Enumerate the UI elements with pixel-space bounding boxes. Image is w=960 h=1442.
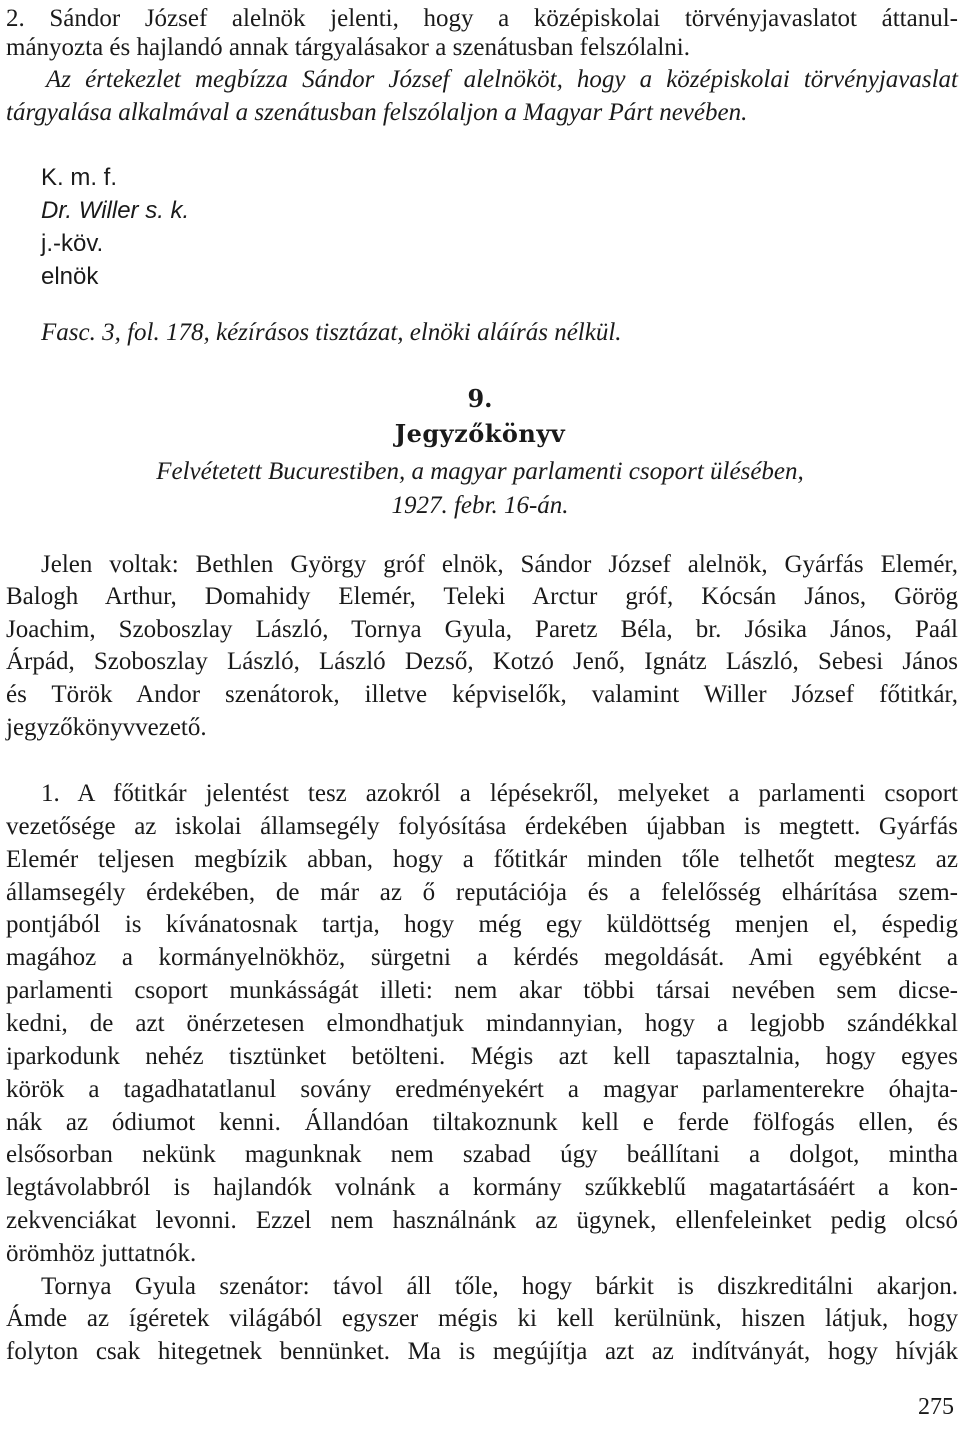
signatory-role-1: j.-köv.: [41, 230, 104, 257]
item1-line: legtávolabbról is hajlandók volnánk a kormány szűkkeblű magatartásáért a kon-: [6, 1174, 958, 1201]
item1-line: parlamenti csoport munkásságát illeti: nem akar többi társai nevében sem dicse-: [6, 977, 958, 1004]
attendees-line: és Török Andor szenátorok, illetve képviselők, valamint Willer József főtitkár,: [6, 681, 958, 708]
source-note: Fasc. 3, fol. 178, kézírásos tisztázat, elnöki aláírás nélkül.: [41, 319, 622, 346]
attendees-line: Árpád, Szoboszlay László, László Dezső, Kotzó Jenő, Ignátz László, Sebesi János: [6, 648, 958, 675]
item1-line: államsegély érdekében, de már az ő reputációja és a felelősség elhárítása szem-: [6, 879, 958, 906]
item1-line: magához a kormányelnökhöz, sürgetni a kérdés megoldását. Ami egyébként a: [6, 944, 958, 971]
document-title: Jegyzőkönyv: [394, 419, 566, 448]
item2-line-2: mányozta és hajlandó annak tárgyalásakor a szenátusban felszólalni.: [6, 34, 690, 61]
attendees-line: jegyzőkönyvvezető.: [6, 714, 207, 741]
tornya-line: Tornya Gyula szenátor: távol áll tőle, hogy bárkit is diszkreditálni akarjon.: [41, 1273, 958, 1300]
attendees-line: Joachim, Szoboszlay László, Tornya Gyula, Paretz Béla, br. Jósika János, Paál: [6, 616, 958, 643]
item1-line: zekvenciákat levonni. Ezzel nem használnánk az ügynek, ellenfeleinket pedig olcsó: [6, 1207, 958, 1234]
item1-line: Elemér teljesen megbízik abban, hogy a főtitkár minden tőle telhetőt megtesz az: [6, 846, 958, 873]
item1-line: kedni, de azt önérzetesen elmondhatjuk mindannyian, hogy a legjobb szándékkal: [6, 1010, 958, 1037]
resolution-line-1: Az értekezlet megbízza Sándor József alelnököt, hogy a középiskolai törvényjavaslat: [46, 66, 958, 93]
resolution-line-2: tárgyalása alkalmával a szenátusban felszólaljon a Magyar Párt nevében.: [6, 99, 748, 126]
item1-line: pontjából is kívánatosnak tartja, hogy még egy küldöttség menjen el, éspedig: [6, 911, 958, 938]
document-subtitle-line-2: 1927. febr. 16-án.: [391, 492, 569, 519]
document-subtitle-line-1: Felvétetett Bucurestiben, a magyar parlamenti csoport ülésében,: [156, 458, 804, 485]
document-number: 9.: [467, 384, 493, 413]
item2-line-1: 2. Sándor József alelnök jelenti, hogy a középiskolai törvényjavaslatot áttanul-: [6, 5, 958, 32]
item1-line: vezetősége az iskolai államsegély folyósítása érdekében újabban is megtett. Gyárfás: [6, 813, 958, 840]
tornya-line: Ámde az ígéretek világából egyszer mégis ki kell kerülnünk, hiszen látjuk, hogy: [6, 1305, 958, 1332]
signatory-name: Dr. Willer s. k.: [41, 197, 190, 224]
kmf-note: K. m. f.: [41, 164, 118, 191]
attendees-line: Balogh Arthur, Domahidy Elemér, Teleki Arctur gróf, Kócsán János, Görög: [6, 583, 958, 610]
item1-line: iparkodunk nehéz tisztünket betölteni. Mégis azt kell tapasztalnia, hogy egyes: [6, 1043, 958, 1070]
attendees-line: Jelen voltak: Bethlen György gróf elnök, Sándor József alelnök, Gyárfás Elemér,: [41, 551, 958, 578]
item1-line: 1. A főtitkár jelentést tesz azokról a lépésekről, melyeket a parlamenti csoport: [41, 780, 958, 807]
tornya-line: folyton csak hitegetnek bennünket. Ma is megújítja azt az indítványát, hogy hívják: [6, 1338, 958, 1365]
item1-line: elsősorban nekünk magunknak nem szabad úgy beállítani a dolgot, mintha: [6, 1141, 958, 1168]
item1-line: nák az ódiumot kenni. Állandóan tiltakoznunk kell e ferde fölfogás ellen, és: [6, 1109, 958, 1136]
signatory-role-2: elnök: [41, 263, 99, 290]
item1-line: körök a tagadhatatlanul sovány eredményekért a magyar parlamenterekre óhajta-: [6, 1076, 958, 1103]
item1-line: örömhöz juttatnók.: [6, 1240, 197, 1267]
page-number: 275: [918, 1394, 954, 1420]
